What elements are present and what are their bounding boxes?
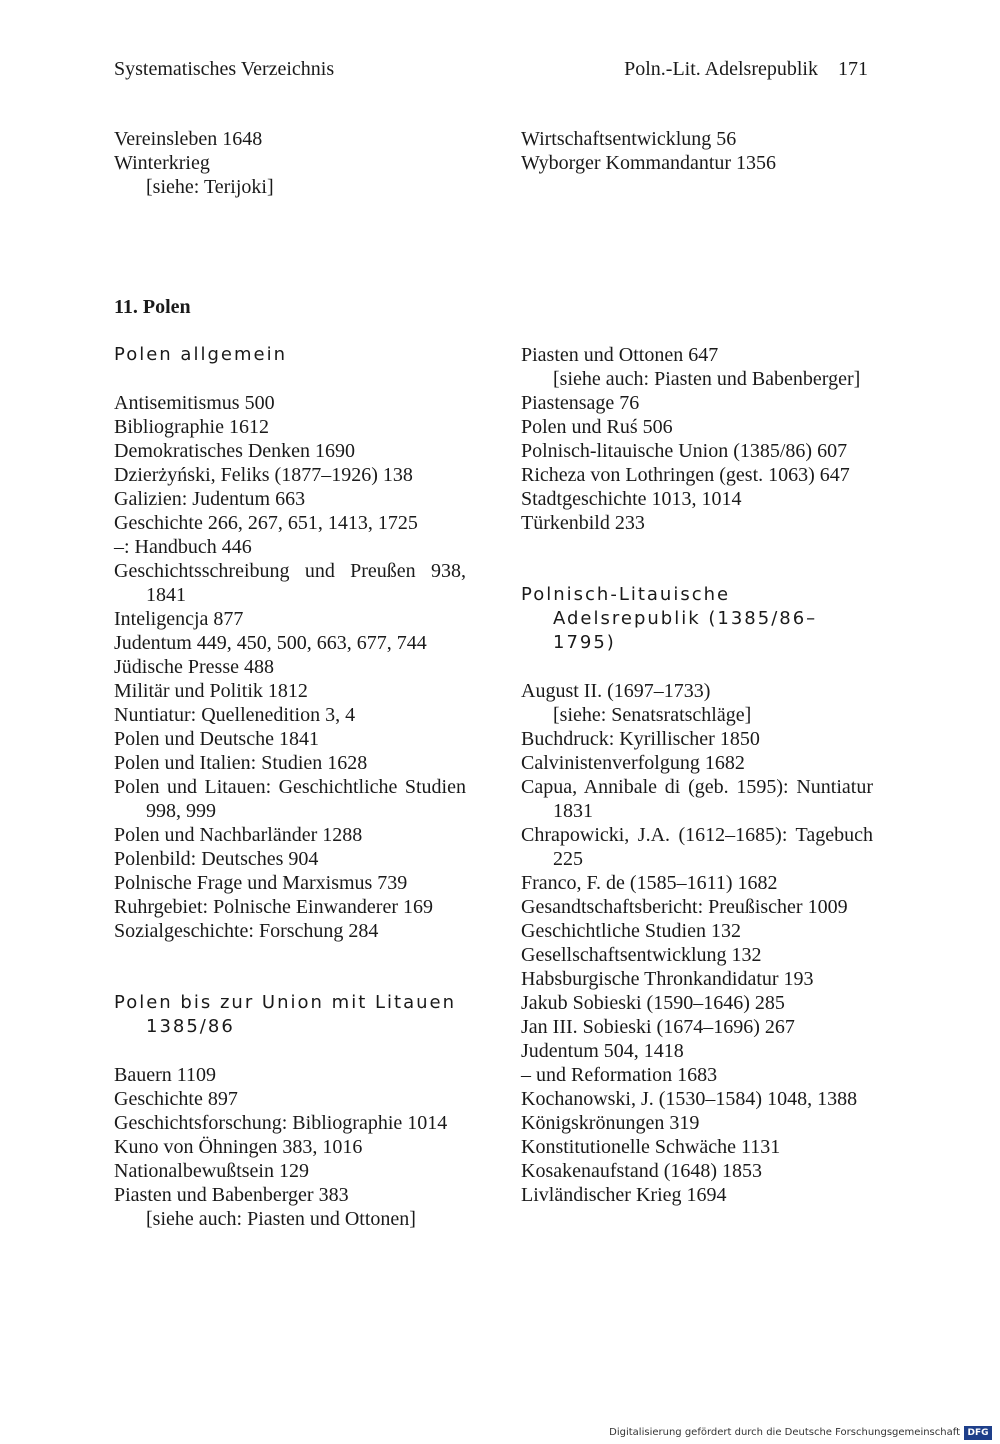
- left-column: [114, 343, 466, 1231]
- section-title: 11. Polen: [114, 296, 191, 318]
- index-entry: Türkenbild 233: [521, 512, 645, 534]
- index-entry: Calvinistenverfolgung 1682: [521, 752, 745, 774]
- index-entry: Polnisch-litauische Union (1385/86) 607: [521, 440, 848, 462]
- index-entry: Jan III. Sobieski (1674–1696) 267: [521, 1016, 795, 1038]
- index-entry: Habsburgische Thronkandidatur 193: [521, 968, 814, 990]
- index-entry: Geschichtsschreibung und Preußen 938, 1841: [114, 560, 466, 606]
- index-entry: Capua, Annibale di (geb. 1595): Nuntiatur 1831: [521, 776, 873, 822]
- index-entry: Bauern 1109: [114, 1064, 217, 1086]
- index-entry: Polen und Deutsche 1841: [114, 728, 319, 750]
- index-entry: Geschichte 266, 267, 651, 1413, 1725: [114, 512, 418, 534]
- index-entry: Wyborger Kommandantur 1356: [521, 152, 777, 174]
- index-entry: Galizien: Judentum 663: [114, 488, 306, 510]
- index-entry: Judentum 449, 450, 500, 663, 677, 744: [114, 632, 427, 654]
- index-entry: Sozialgeschichte: Forschung 284: [114, 920, 379, 942]
- index-entry: Nuntiatur: Quellenedition 3, 4: [114, 704, 356, 726]
- index-entry: Geschichte 897: [114, 1088, 238, 1110]
- index-entry: Kuno von Öhningen 383, 1016: [114, 1136, 363, 1158]
- subheading-polen-bis-union: Polen bis zur Union mit Litauen 1385/86: [114, 992, 456, 1037]
- index-entry: Polen und Ruś 506: [521, 416, 673, 438]
- index-entry: Polen und Italien: Studien 1628: [114, 752, 368, 774]
- index-entry: Königskrönungen 319: [521, 1112, 700, 1134]
- index-entry: Piastensage 76: [521, 392, 640, 414]
- index-entry: Piasten und Babenberger 383: [114, 1184, 349, 1206]
- index-cross-reference: [siehe: Terijoki]: [146, 176, 274, 198]
- index-entry: Polen und Nachbarländer 1288: [114, 824, 363, 846]
- subheading-polen-allgemein: Polen allgemein: [114, 344, 287, 365]
- index-entry: – und Reformation 1683: [521, 1064, 718, 1086]
- index-cross-reference: [siehe: Senatsratschläge]: [553, 704, 752, 726]
- index-entry: Winterkrieg: [114, 152, 210, 174]
- dfg-logo-icon: DFG: [964, 1426, 992, 1440]
- funding-note: Digitalisierung gefördert durch die Deutsche Forschungsgemeinschaft: [609, 1427, 960, 1438]
- index-entry: Polenbild: Deutsches 904: [114, 848, 319, 870]
- index-cross-reference: [siehe auch: Piasten und Ottonen]: [146, 1208, 416, 1230]
- index-entry: Jakub Sobieski (1590–1646) 285: [521, 992, 785, 1014]
- index-entry: Jüdische Presse 488: [114, 656, 274, 678]
- running-head-left: Systematisches Verzeichnis: [114, 58, 335, 80]
- index-entry: –: Handbuch 446: [114, 536, 252, 558]
- index-entry: Gesandtschaftsbericht: Preußischer 1009: [521, 896, 848, 918]
- right-column: [521, 343, 873, 1207]
- index-entry: Inteligencja 877: [114, 608, 244, 630]
- index-entry: Chrapowicki, J.A. (1612–1685): Tagebuch 225: [521, 824, 873, 870]
- running-head-right: [624, 58, 868, 81]
- index-entry: Gesellschaftsentwicklung 132: [521, 944, 762, 966]
- running-head-section: Poln.-Lit. Adelsrepublik: [624, 58, 818, 80]
- index-entry: Dzierżyński, Feliks (1877–1926) 138: [114, 464, 413, 486]
- index-entry: Polnische Frage und Marxismus 739: [114, 872, 408, 894]
- index-entry: Wirtschaftsentwicklung 56: [521, 128, 737, 150]
- running-head: [114, 58, 868, 82]
- index-entry: Militär und Politik 1812: [114, 680, 308, 702]
- index-entry: Kosakenaufstand (1648) 1853: [521, 1160, 763, 1182]
- index-entry: Geschichtsforschung: Bibliographie 1014: [114, 1112, 448, 1134]
- index-entry: Polen und Litauen: Geschichtliche Studien 998, 999: [114, 776, 466, 822]
- index-cross-reference: [siehe auch: Piasten und Babenberger]: [553, 368, 861, 390]
- page-number: 171: [838, 58, 868, 80]
- index-entry: Demokratisches Denken 1690: [114, 440, 356, 462]
- top-left-column: [114, 127, 466, 199]
- index-entry: Piasten und Ottonen 647: [521, 344, 719, 366]
- index-entry: Bibliographie 1612: [114, 416, 269, 438]
- index-entry: Buchdruck: Kyrillischer 1850: [521, 728, 760, 750]
- index-entry: Stadtgeschichte 1013, 1014: [521, 488, 742, 510]
- index-entry: Vereinsleben 1648: [114, 128, 263, 150]
- subheading-adelsrepublik: Polnisch-Litauische Adelsrepublik (1385/86–1795): [521, 584, 818, 653]
- index-entry: August II. (1697–1733): [521, 680, 711, 702]
- index-entry: Ruhrgebiet: Polnische Einwanderer 169: [114, 896, 434, 918]
- index-entry: Antisemitismus 500: [114, 392, 275, 414]
- top-right-column: [521, 127, 873, 175]
- index-entry: Geschichtliche Studien 132: [521, 920, 741, 942]
- index-entry: Livländischer Krieg 1694: [521, 1184, 727, 1206]
- index-entry: Judentum 504, 1418: [521, 1040, 684, 1062]
- index-entry: Konstitutionelle Schwäche 1131: [521, 1136, 781, 1158]
- index-entry: Franco, F. de (1585–1611) 1682: [521, 872, 778, 894]
- index-entry: Kochanowski, J. (1530–1584) 1048, 1388: [521, 1088, 858, 1110]
- index-entry: Richeza von Lothringen (gest. 1063) 647: [521, 464, 850, 486]
- index-entry: Nationalbewußtsein 129: [114, 1160, 309, 1182]
